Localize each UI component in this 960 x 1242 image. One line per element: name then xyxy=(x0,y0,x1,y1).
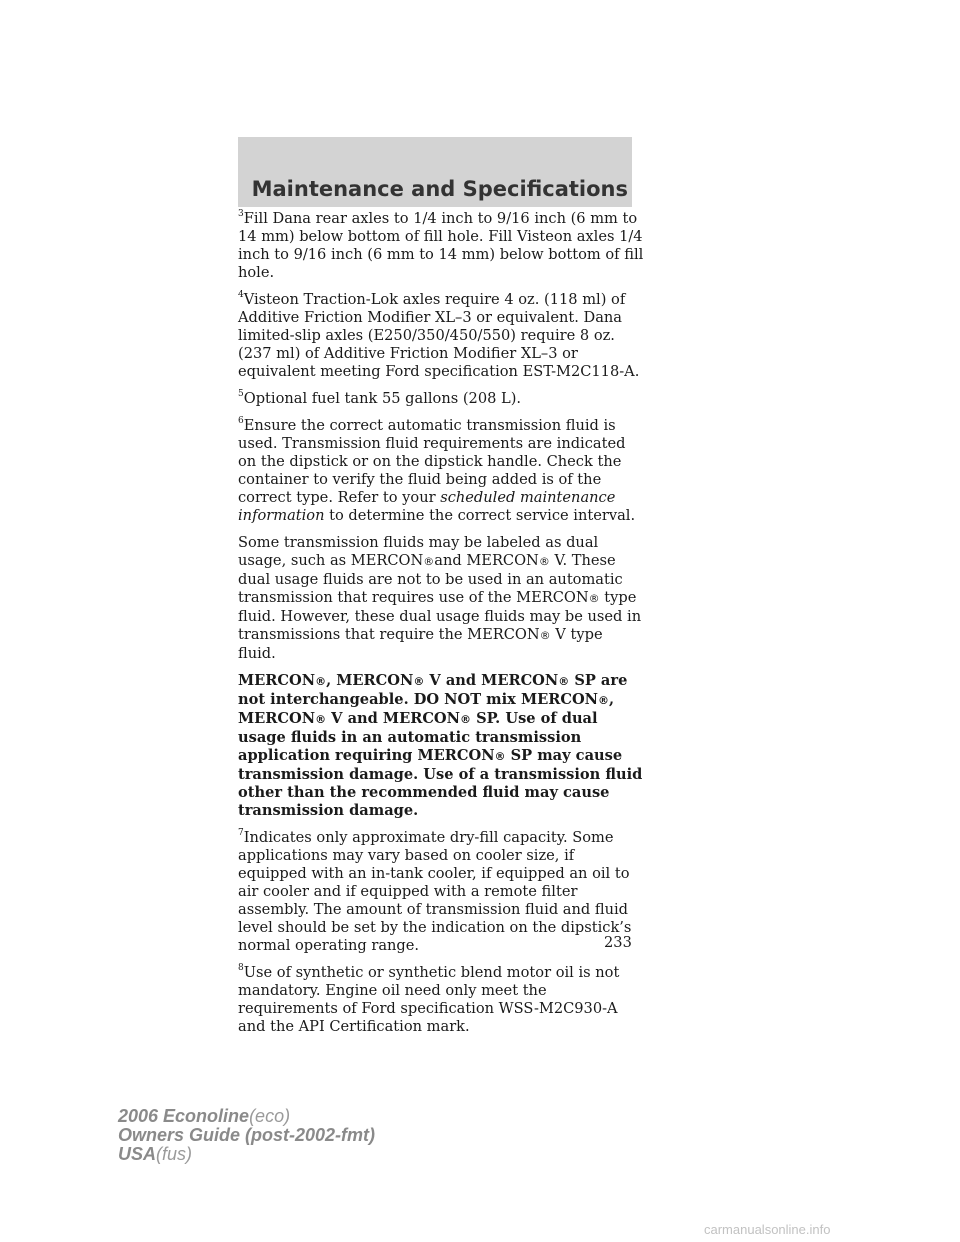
registered-mark: ® xyxy=(315,713,327,726)
section-header-bar xyxy=(238,137,632,207)
footnote-number: 6 xyxy=(238,416,244,427)
body-content xyxy=(238,210,644,1045)
registered-mark: ® xyxy=(423,555,435,568)
footer-region-code: (fus) xyxy=(156,1144,193,1164)
footnote-number: 8 xyxy=(238,963,244,974)
registered-mark: ® xyxy=(460,713,471,726)
registered-mark: ® xyxy=(598,694,610,707)
footnote-8: $^8$Use of synthetic or synthetic blend motor oil is not mandatory. Engine oil need only meet the requirements of Ford specification WSS-M2C930-A and the API Certification mark. xyxy=(238,963,620,1035)
footer-region: USA xyxy=(118,1144,157,1164)
footnote-4: $^4$Visteon Traction-Lok axles require 4 oz. (118 ml) of Additive Friction Modifier XL–3 or equivalent. Dana limited-slip axles (E250/350/450/550) require 8 oz. (237 ml) of Additive Friction Modifier XL–3 or equivalent meeting Ford specification EST-M2C118-A. xyxy=(238,290,640,380)
registered-mark: ® xyxy=(413,675,425,688)
maintenance-info-reference: scheduled maintenance information xyxy=(238,489,616,524)
footnote-number: 7 xyxy=(238,828,244,839)
fluid-warning-paragraph: MERCON®, MERCON® V and MERCON® SP are not interchangeable. DO NOT mix MERCON®, MERCON® V and MERCON® SP. Use of dual usage fluids in an automatic transmission application requiring MERCON® SP may cause transmission damage. Use of a transmission fluid other than the recommended fluid may cause transmission damage. xyxy=(238,672,643,819)
footer-model-code: (eco) xyxy=(249,1106,291,1126)
watermark: carmanualsonline.info xyxy=(704,1222,831,1237)
footnote-6: $^6$Ensure the correct automatic transmission fluid is used. Transmission fluid requirements are indicated on the dipstick or on the dipstick handle. Check the container to verify the fluid being added is of the correct type. Refer to your scheduled maintenance information to determine the correct service interval. xyxy=(238,416,636,524)
registered-mark: ® xyxy=(494,750,506,763)
footnote-7: $^7$Indicates only approximate dry-fill capacity. Some applications may vary based on cooler size, if equipped with an in-tank cooler, if equipped an oil to air cooler and if equipped with a remote filter assembly. The amount of transmission fluid and fluid level should be set by the indication on the dipstick’s normal operating range. xyxy=(238,828,632,954)
footer-model: 2006 Econoline xyxy=(118,1106,250,1126)
registered-mark: ® xyxy=(558,675,570,688)
footnote-5: $^5$Optional fuel tank 55 gallons (208 L). xyxy=(238,389,522,407)
footnote-3: $^3$Fill Dana rear axles to 1/4 inch to 9/16 inch (6 mm to 14 mm) below bottom of fill hole. Fill Visteon axles 1/4 inch to 9/16 inch (6 mm to 14 mm) below bottom of fill hole. xyxy=(238,209,644,281)
section-title: Maintenance and Specifications xyxy=(251,177,628,201)
footer-guide: Owners Guide (post-2002-fmt) xyxy=(118,1125,376,1145)
registered-mark: ® xyxy=(315,675,327,688)
footnote-number: 3 xyxy=(238,209,244,220)
registered-mark: ® xyxy=(538,555,550,568)
registered-mark: ® xyxy=(588,592,600,605)
footnote-number: 4 xyxy=(238,290,244,301)
page-number: 233 xyxy=(604,934,632,951)
document-footer xyxy=(118,1107,375,1164)
dual-usage-paragraph: Some transmission fluids may be labeled as dual usage, such as MERCON®and MERCON® V. These dual usage fluids are not to be used in an automatic transmission that requires use of the MERCON® type fluid. However, these dual usage fluids may be used in transmissions that require the MERCON® V type fluid. xyxy=(238,534,642,662)
registered-mark: ® xyxy=(539,629,551,642)
footnote-number: 5 xyxy=(238,389,244,400)
